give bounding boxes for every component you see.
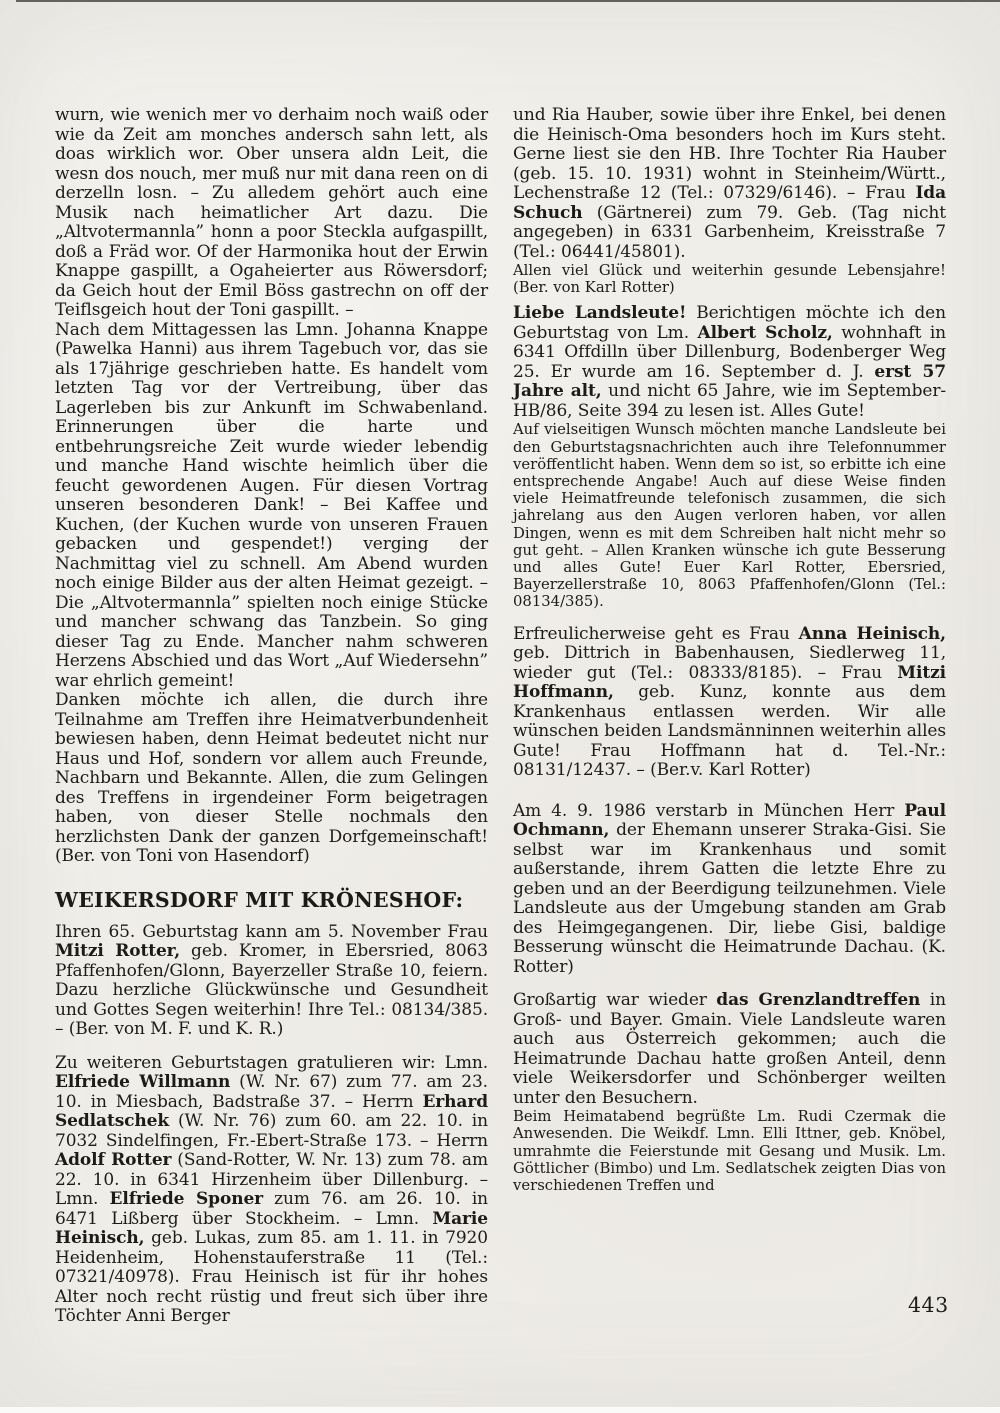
para-geburtstag-mitzi-rotter: Ihren 65. Geburtstag kann am 5. November Frau Mitzi Rotter, geb. Kromer, in Ebersried, 8063 Pfaffenhofen/Glonn, Bayerzeller Straße 10, feiern. Dazu herzliche Glückwünsche und Gesundheit und Gottes Segen weiterhin! Ihre Tel.: 08134/385. – (Ber. von M. F. und K. R.): [55, 921, 488, 1039]
para-telefonnummer-wunsch: Auf vielseitigen Wunsch möchten manche Landsleute bei den Geburtstagsnachrichten auch ihre Telefonnummer veröffentlicht haben. Wenn dem so ist, so erbitte ich eine entsprechende Angabe! Auch auf diese Weise finden viele Heimatfreunde telefonisch zusammen, die sich jahrelang aus den Augen verloren haben, vor allen Dingen, wenn es mit dem Schreiben halt nicht mehr so gut geht. – Allen Kranken wünsche ich gute Besserung und alles Gute! Euer Karl Rotter, Ebersried, Bayerzellerstraße 10, 8063 Pfaffenhofen/Glonn (Tel.: 08134/385).: [513, 421, 946, 611]
scan-edge-top: [16, 0, 1000, 2]
right-column: [513, 106, 946, 1194]
para-heimatabend: Beim Heimatabend begrüßte Lm. Rudi Czermak die Anwesenden. Die Weikdf. Lmn. Elli Ittner, geb. Knöbel, umrahmte die Feierstunde mit Gesang und Musik. Lm. Göttlicher (Bimbo) und Lm. Sedlatschek zeigten Dias von verschiedenen Treffen und: [513, 1108, 946, 1194]
para-dank-teilnahme: Danken möchte ich allen, die durch ihre Teilnahme am Treffen ihre Heimatverbundenheit bewiesen haben, denn Heimat bedeutet nicht nur Haus und Hof, sondern vor allem auch Freunde, Nachbarn und Bekannte. Allen, die zum Gelingen des Treffens in irgendeiner Form beigetragen haben, von dieser Stelle nochmals den herzlichsten Dank der ganzen Dorfgemeinschaft! (Ber. von Toni von Hasendorf): [55, 690, 488, 866]
para-ria-hauber-ida-schuch: und Ria Hauber, sowie über ihre Enkel, bei denen die Heinisch-Oma besonders hoch im Kurs steht. Gerne liest sie den HB. Ihre Tochter Ria Hauber (geb. 15. 10. 1931) wohnt in Steinheim/Württ., Lechenstraße 12 (Tel.: 07329/6146). – Frau Ida Schuch (Gärtnerei) zum 79. Geb. (Tag nicht angegeben) in 6331 Garbenheim, Kreisstraße 7 (Tel.: 06441/45801).: [513, 105, 946, 262]
para-grenzlandtreffen: Großartig war wieder das Grenzlandtreffen in Groß- und Bayer. Gmain. Viele Landsleute waren auch aus Österreich gekommen; auch die Heimatrunde Dachau hatte großen Anteil, denn viele Weikersdorfer und Schönberger weilten unter den Besuchern.: [513, 990, 946, 1108]
para-nachruf-paul-ochmann: Am 4. 9. 1986 verstarb in München Herr Paul Ochmann, der Ehemann unserer Straka-Gisi. Sie selbst war im Krankenhaus und somit außerstande, ihrem Gatten die letzte Ehre zu geben und an der Beerdigung teilzunehmen. Viele Landsleute aus der Umgebung standen am Grab des Heimgegangenen. Dir, liebe Gisi, baldige Besserung wünscht die Heimatrunde Dachau. (K. Rotter): [513, 800, 946, 977]
para-mittagessen-tagebuch: Nach dem Mittagessen las Lmn. Johanna Knappe (Pawelka Hanni) aus ihrem Tagebuch vor, das sie als 17jährige geschrieben hatte. Es handelt vom letzten Tag vor der Vertreibung, über das Lagerleben bis zur Ankunft im Schwabenland. Erinnerungen über die harte und entbehrungsreiche Zeit wurde wieder lebendig und manche Hand wischte heimlich über die feucht gewordenen Augen. Für diesen Vortrag unseren besonderen Dank! – Bei Kaffee und Kuchen, (der Kuchen wurde von unseren Frauen gebacken und gespendet!) verging der Nachmittag viel zu schnell. Am Abend wurden noch einige Bilder aus der alten Heimat gezeigt. – Die „Altvotermannla” spielten noch einige Stücke und mancher schwang das Tanzbein. So ging dieser Tag zu Ende. Mancher nahm schweren Herzens Abschied und das Wort „Auf Wiedersehn” war ehrlich gemeint!: [55, 319, 488, 691]
para-liebe-landsleute-albert-scholz: Liebe Landsleute! Berichtigen möchte ich den Geburtstag von Lm. Albert Scholz, wohnhaft in 6341 Offdilln über Dillenburg, Bodenberger Weg 25. Er wurde am 16. September d. J. erst 57 Jahre alt, und nicht 65 Jahre, wie im September-HB/86, Seite 394 zu lesen ist. Alles Gute!: [513, 303, 947, 421]
heading-weikersdorf-kroeneshof: WEIKERSDORF MIT KRÖNESHOF:: [55, 887, 464, 912]
left-column: [55, 106, 488, 1327]
para-weitere-geburtstage: Zu weiteren Geburtstagen gratulieren wir: Lmn. Elfriede Willmann (W. Nr. 67) zum 77. am 23. 10. in Miesbach, Badstraße 37. – Herrn Erhard Sedlatschek (W. Nr. 76) zum 60. am 22. 10. in 7032 Sindelfingen, Fr.-Ebert-Straße 173. – Herrn Adolf Rotter (Sand-Rotter, W. Nr. 13) zum 78. am 22. 10. in 6341 Hirzenheim über Dillenburg. – Lmn. Elfriede Sponer zum 76. am 26. 10. in 6471 Lißberg über Stockheim. – Lmn. Marie Heinisch, geb. Lukas, zum 85. am 1. 11. in 7920 Heidenheim, Hohenstauferstraße 11 (Tel.: 07321/40978). Frau Heinisch ist für ihr hohes Alter noch recht rüstig und freut sich über ihre Töchter Anni Berger: [55, 1052, 489, 1326]
scan-edge-bottom: [0, 1407, 1000, 1413]
page-number: 443: [908, 1293, 949, 1317]
para-glueckwunsch-karl-rotter: Allen viel Glück und weiterhin gesunde Lebensjahre! (Ber. von Karl Rotter): [513, 262, 946, 297]
para-anna-heinisch-mitzi-hoffmann: Erfreulicherweise geht es Frau Anna Heinisch, geb. Dittrich in Babenhausen, Siedlerweg 11, wieder gut (Tel.: 08333/8185). – Frau Mitzi Hoffmann, geb. Kunz, konnte aus dem Krankenhaus entlassen werden. Wir alle wünschen beiden Landsmänninnen weiterhin alles Gute! Frau Hoffmann hat d. Tel.-Nr.: 08131/12437. – (Ber.v. Karl Rotter): [513, 623, 946, 781]
para-dialect-memories: wurn, wie wenich mer vo derhaim noch waiß oder wie da Zeit am monches andersch sahn lett, als doas wirklich wor. Ober unsera aldn Leit, die wesn dos nouch, mer muß nur mit dana reen on di derzelln losn. – Zu alledem gehört auch eine Musik nach heimatlicher Art dazu. Die „Altvotermannla” honn a poor Steckla aufgaspillt, doß a Fräd wor. Of der Harmonika hout der Erwin Knappe gaspillt, a Ogaheierter aus Röwersdorf; da Geich hout der Emil Böss gastrechn on off der Teiflsgeich hout der Toni gaspillt. –: [55, 105, 488, 320]
